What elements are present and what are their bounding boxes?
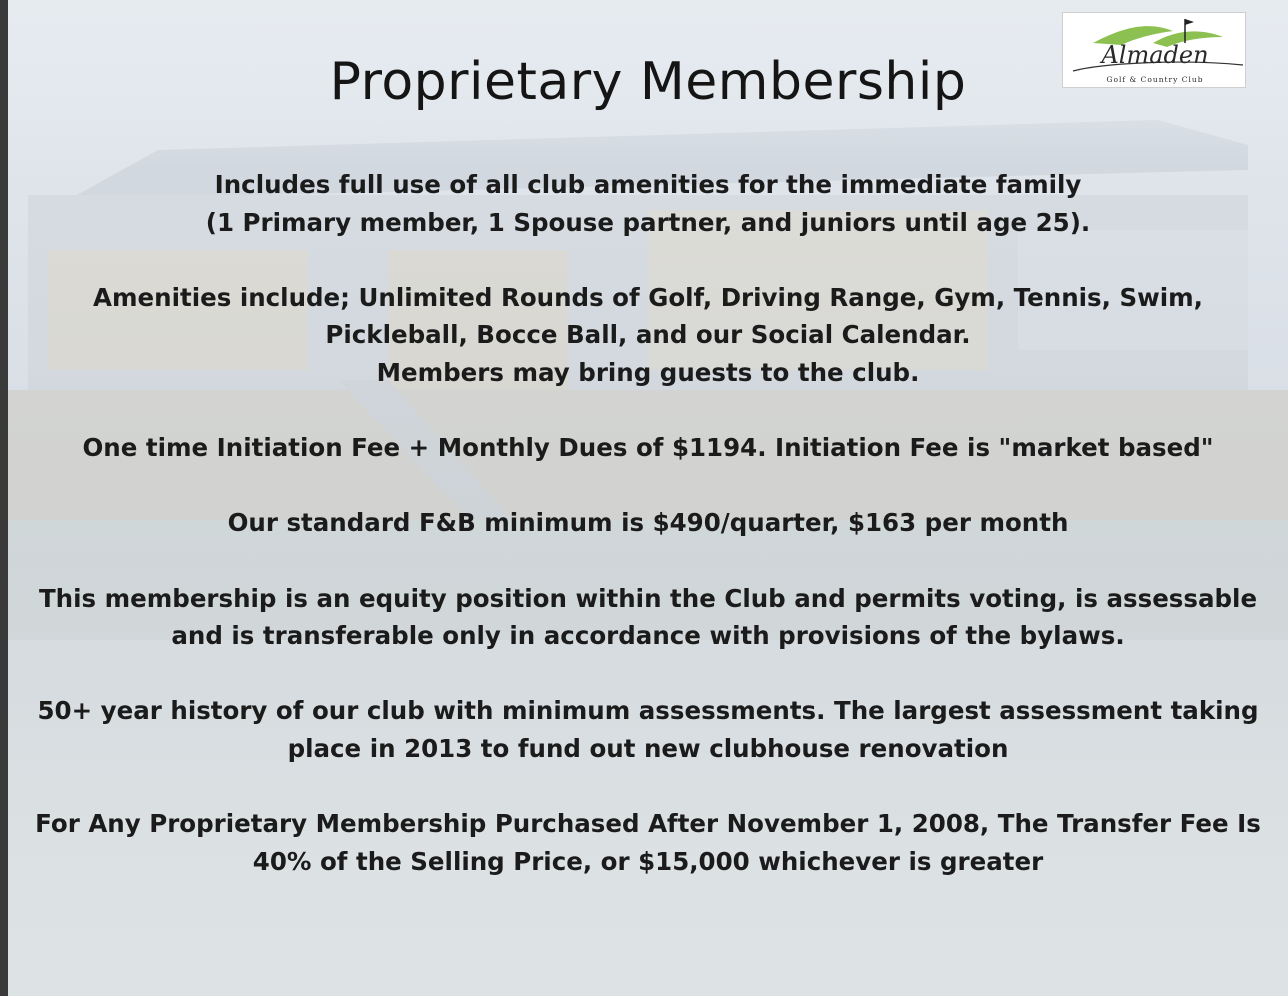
membership-flyer (8, 0, 1288, 996)
text-line: 40% of the Selling Price, or $15,000 whichever is greater (252, 846, 1044, 876)
text-line: 50+ year history of our club with minimum assessments. The largest assessment taking (37, 696, 1259, 726)
paragraph-fees (28, 429, 1268, 467)
page-title: Proprietary Membership (329, 52, 967, 112)
paragraph-amenities (28, 279, 1268, 392)
text-line: Includes full use of all club amenities for the immediate family (214, 170, 1082, 199)
text-line: and is transferable only in accordance with provisions of the bylaws. (171, 621, 1125, 651)
text-line: (1 Primary member, 1 Spouse partner, and juniors until age 25). (205, 207, 1091, 237)
text-line: For Any Proprietary Membership Purchased After November 1, 2008, The Transfer Fee Is (35, 809, 1261, 839)
membership-details (28, 166, 1268, 918)
text-line: Amenities include; Unlimited Rounds of Golf, Driving Range, Gym, Tennis, Swim, (93, 282, 1203, 312)
text-line: Members may bring guests to the club. (376, 357, 920, 387)
paragraph-equity (28, 580, 1268, 655)
logo-subtitle: Golf & Country Club (1106, 75, 1204, 84)
paragraph-family-use (28, 166, 1268, 241)
left-frame-edge (0, 0, 8, 996)
logo-wordmark: Almaden (1101, 41, 1209, 69)
club-logo (1062, 12, 1246, 88)
paragraph-transfer-fee (28, 805, 1268, 880)
text-line: This membership is an equity position within the Club and permits voting, is assessable (38, 583, 1258, 613)
text-line: Pickleball, Bocce Ball, and our Social Calendar. (325, 320, 971, 350)
paragraph-history (28, 692, 1268, 767)
text-line: Our standard F&B minimum is $490/quarter, $163 per month (227, 508, 1069, 538)
paragraph-fb-minimum (28, 504, 1268, 542)
text-line: One time Initiation Fee + Monthly Dues of $1194. Initiation Fee is "market based" (82, 433, 1214, 463)
text-line: place in 2013 to fund out new clubhouse renovation (287, 733, 1009, 763)
